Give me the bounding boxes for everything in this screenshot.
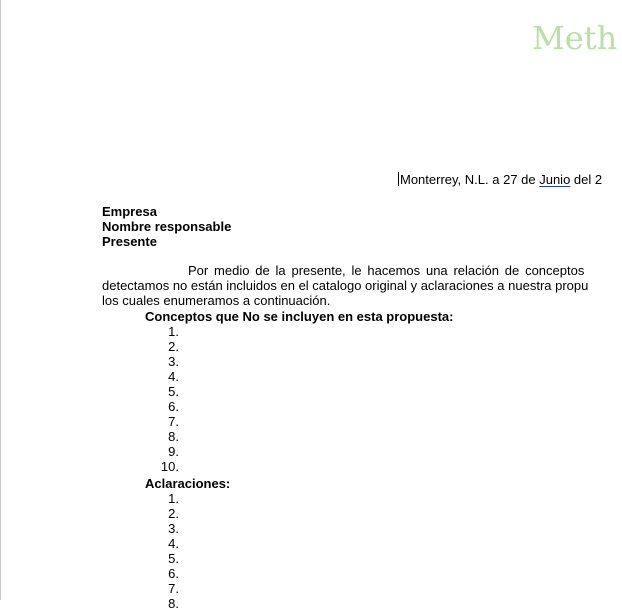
list-item[interactable]: 1. <box>168 491 179 506</box>
company-logo-text: Meth <box>532 19 618 57</box>
body-line-3: los cuales enumeramos a continuación. <box>102 293 331 308</box>
list-item[interactable]: 3. <box>168 521 179 536</box>
list-item[interactable]: 2. <box>168 506 179 521</box>
dateline-prefix: Monterrey, N.L. a 27 de <box>400 172 540 187</box>
recipient-name: Nombre responsable <box>102 219 232 234</box>
list-item[interactable]: 6. <box>168 399 179 414</box>
list-item[interactable]: 10. <box>160 459 179 474</box>
list-item[interactable]: 5. <box>168 384 179 399</box>
recipient-company: Empresa <box>102 204 157 219</box>
list-item[interactable]: 7. <box>168 414 179 429</box>
body-line-1: Por medio de la presente, le hacemos una relación de conceptos <box>188 263 585 278</box>
dateline-suffix: del 2 <box>570 172 603 187</box>
list-item[interactable]: 5. <box>168 551 179 566</box>
list-item[interactable]: 6. <box>168 566 179 581</box>
recipient-block <box>102 204 231 249</box>
dateline-month: Junio <box>539 172 571 187</box>
concepts-list <box>145 324 179 474</box>
page-left-edge <box>0 0 1 600</box>
concepts-heading: Conceptos que No se incluyen en esta propuesta: <box>145 309 454 324</box>
list-item[interactable]: 1. <box>168 324 179 339</box>
body-line-2: detectamos no están incluidos en el catalogo original y aclaraciones a nuestra propu <box>102 278 589 293</box>
list-item[interactable]: 9. <box>168 444 179 459</box>
text-cursor <box>398 172 399 186</box>
recipient-presente: Presente <box>102 234 157 249</box>
list-item[interactable]: 4. <box>168 536 179 551</box>
clarifications-heading: Aclaraciones: <box>145 476 231 491</box>
body-paragraph[interactable] <box>102 263 622 308</box>
list-item[interactable]: 7. <box>168 581 179 596</box>
list-item[interactable]: 4. <box>168 369 179 384</box>
dateline[interactable] <box>398 172 602 188</box>
list-item[interactable]: 8. <box>168 429 179 444</box>
clarifications-list <box>145 491 179 611</box>
list-item[interactable]: 2. <box>168 339 179 354</box>
list-item[interactable]: 3. <box>168 354 179 369</box>
list-item[interactable]: 8. <box>168 596 179 611</box>
